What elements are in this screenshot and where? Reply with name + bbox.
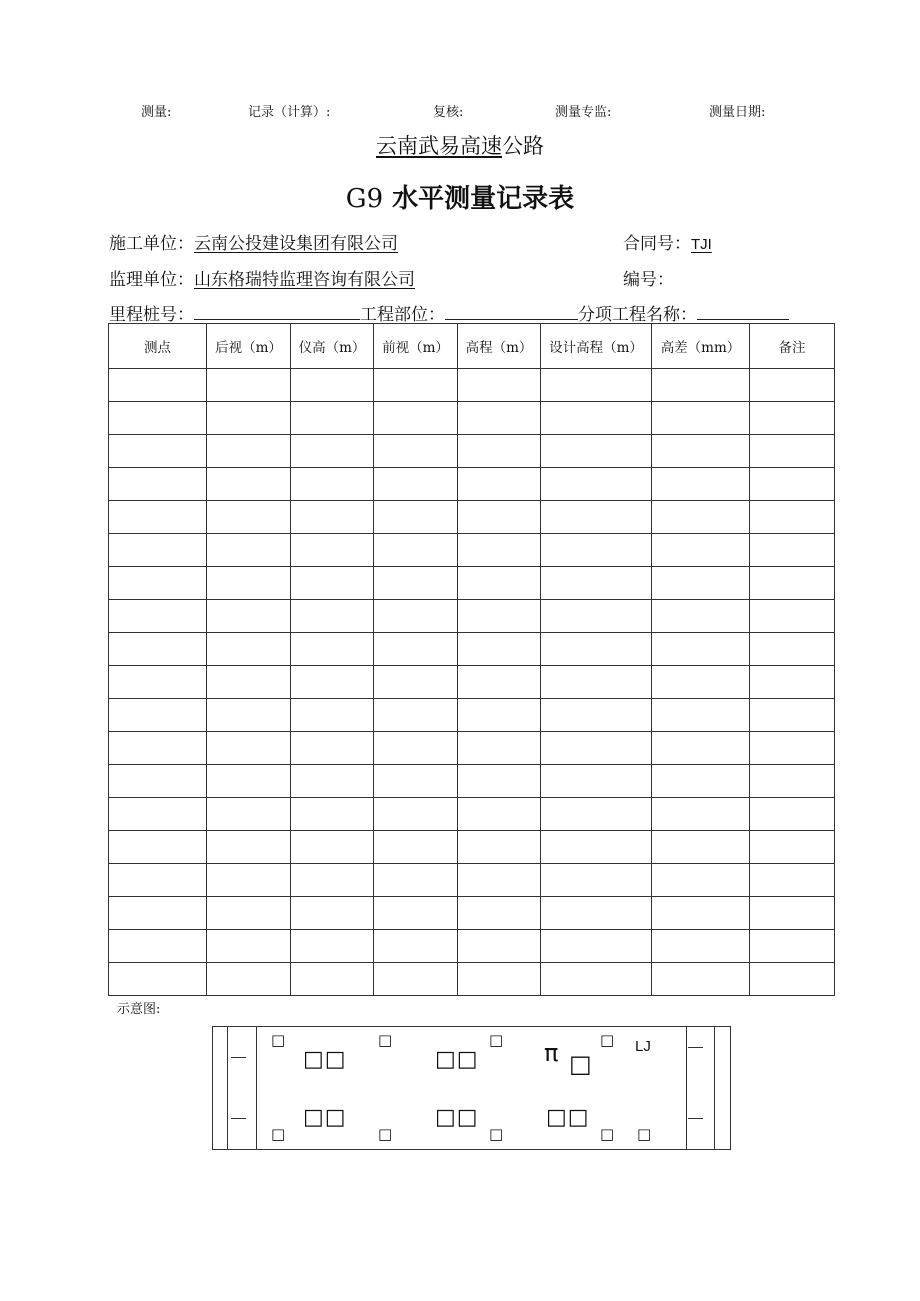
table-cell[interactable] (291, 633, 374, 666)
supervision-unit-value: 山东格瑞特监理咨询有限公司 (194, 270, 415, 290)
header-foresight: 前视（m） (374, 324, 458, 369)
diagram-right-top-dash (688, 1047, 703, 1048)
table-cell[interactable] (109, 897, 207, 930)
table-row (109, 633, 835, 666)
table-cell[interactable] (541, 534, 652, 567)
table-cell[interactable] (207, 501, 291, 534)
table-cell[interactable] (652, 732, 750, 765)
table-cell[interactable] (458, 501, 541, 534)
table-cell[interactable] (374, 963, 458, 996)
table-row (109, 963, 835, 996)
table-cell[interactable] (541, 666, 652, 699)
header-height-difference: 高差（mm） (652, 324, 750, 369)
table-cell[interactable] (109, 699, 207, 732)
table-cell[interactable] (374, 699, 458, 732)
table-cell[interactable] (207, 633, 291, 666)
table-row (109, 600, 835, 633)
table-cell[interactable] (541, 864, 652, 897)
table-cell[interactable] (541, 468, 652, 501)
table-cell[interactable] (750, 501, 835, 534)
diagram-right-bottom-dash (688, 1118, 703, 1119)
location-blank (445, 305, 578, 320)
small-square-icon: □ (378, 1031, 393, 1049)
table-cell[interactable] (291, 567, 374, 600)
table-row (109, 831, 835, 864)
table-cell[interactable] (652, 930, 750, 963)
table-cell[interactable] (652, 633, 750, 666)
table-cell[interactable] (750, 534, 835, 567)
table-cell[interactable] (458, 798, 541, 831)
table-cell[interactable] (291, 732, 374, 765)
table-cell[interactable] (458, 864, 541, 897)
table-cell[interactable] (374, 765, 458, 798)
table-cell[interactable] (541, 567, 652, 600)
header-instrument-height: 仪高（m） (291, 324, 374, 369)
table-cell[interactable] (652, 897, 750, 930)
project-subtitle (0, 130, 920, 160)
table-cell[interactable] (207, 930, 291, 963)
construction-unit-value: 云南公投建设集团有限公司 (194, 234, 398, 254)
table-row (109, 567, 835, 600)
table-cell[interactable] (109, 567, 207, 600)
table-cell[interactable] (291, 864, 374, 897)
table-cell[interactable] (207, 864, 291, 897)
header-design-elevation: 设计高程（m） (541, 324, 652, 369)
table-cell[interactable] (207, 666, 291, 699)
header-backsight: 后视（m） (207, 324, 291, 369)
table-cell[interactable] (207, 732, 291, 765)
construction-unit-label: 施工单位： (109, 234, 194, 254)
table-cell[interactable] (374, 435, 458, 468)
table-cell[interactable] (458, 468, 541, 501)
header-remarks: 备注 (750, 324, 835, 369)
table-cell[interactable] (652, 501, 750, 534)
contract-number-value: TJI (691, 236, 712, 253)
pi-symbol: π (544, 1039, 559, 1067)
table-cell[interactable] (109, 600, 207, 633)
table-cell[interactable] (652, 567, 750, 600)
table-cell[interactable] (541, 897, 652, 930)
small-square-icon: □ (271, 1125, 286, 1143)
table-cell[interactable] (291, 963, 374, 996)
table-cell[interactable] (458, 963, 541, 996)
table-cell[interactable] (291, 534, 374, 567)
table-cell[interactable] (750, 963, 835, 996)
double-square-icon: □□ (303, 1047, 347, 1072)
table-cell[interactable] (652, 798, 750, 831)
table-cell[interactable] (541, 435, 652, 468)
table-cell[interactable] (652, 666, 750, 699)
table-cell[interactable] (374, 600, 458, 633)
table-cell[interactable] (458, 831, 541, 864)
table-cell[interactable] (374, 732, 458, 765)
table-cell[interactable] (458, 435, 541, 468)
signature-recorder-label: 记录（计算）: (248, 105, 331, 120)
table-row (109, 534, 835, 567)
form-code: G9 (345, 184, 384, 214)
small-square-icon: □ (489, 1125, 504, 1143)
table-cell[interactable] (652, 864, 750, 897)
table-cell[interactable] (652, 369, 750, 402)
table-cell[interactable] (109, 864, 207, 897)
table-cell[interactable] (207, 534, 291, 567)
table-cell[interactable] (750, 402, 835, 435)
table-cell[interactable] (291, 369, 374, 402)
table-cell[interactable] (750, 666, 835, 699)
table-cell[interactable] (109, 765, 207, 798)
table-cell[interactable] (750, 567, 835, 600)
table-row (109, 435, 835, 468)
table-cell[interactable] (541, 600, 652, 633)
page-title (0, 178, 920, 215)
table-cell[interactable] (109, 501, 207, 534)
table-cell[interactable] (652, 831, 750, 864)
table-cell[interactable] (750, 699, 835, 732)
signature-surveyor-label: 测量: (141, 105, 172, 120)
diagram-left-top-dash (231, 1057, 246, 1058)
table-cell[interactable] (750, 831, 835, 864)
table-cell[interactable] (541, 369, 652, 402)
table-row (109, 666, 835, 699)
table-cell[interactable] (652, 699, 750, 732)
table-cell[interactable] (652, 468, 750, 501)
table-cell[interactable] (458, 402, 541, 435)
table-cell[interactable] (291, 765, 374, 798)
diagram-left-outer-line (227, 1027, 228, 1149)
small-square-icon: □ (489, 1031, 504, 1049)
small-square-icon: □ (637, 1125, 652, 1143)
table-cell[interactable] (750, 468, 835, 501)
table-cell[interactable] (109, 534, 207, 567)
table-cell[interactable] (541, 633, 652, 666)
table-cell[interactable] (109, 732, 207, 765)
table-cell[interactable] (541, 798, 652, 831)
subitem-label: 分项工程名称： (578, 305, 697, 325)
small-square-icon: □ (378, 1125, 393, 1143)
table-cell[interactable] (458, 765, 541, 798)
table-cell[interactable] (652, 435, 750, 468)
table-cell[interactable] (207, 369, 291, 402)
station-row (109, 300, 789, 325)
table-cell[interactable] (750, 897, 835, 930)
table-row (109, 864, 835, 897)
double-square-icon: □□ (435, 1105, 479, 1130)
table-cell[interactable] (458, 732, 541, 765)
table-cell[interactable] (207, 897, 291, 930)
table-row (109, 402, 835, 435)
table-row (109, 765, 835, 798)
header-station-point: 测点 (109, 324, 207, 369)
signature-date-label: 测量日期: (709, 105, 766, 120)
table-cell[interactable] (291, 468, 374, 501)
table-cell[interactable] (374, 930, 458, 963)
table-cell[interactable] (207, 831, 291, 864)
table-cell[interactable] (374, 897, 458, 930)
table-cell[interactable] (750, 600, 835, 633)
table-cell[interactable] (458, 534, 541, 567)
small-square-icon: □ (600, 1125, 615, 1143)
table-cell[interactable] (541, 732, 652, 765)
diagram-left-inner-line (256, 1027, 257, 1149)
table-cell[interactable] (291, 798, 374, 831)
table-cell[interactable] (291, 600, 374, 633)
table-cell[interactable] (750, 732, 835, 765)
table-cell[interactable] (109, 435, 207, 468)
table-cell[interactable] (374, 798, 458, 831)
table-cell[interactable] (207, 765, 291, 798)
diagram-left-bottom-dash (231, 1118, 246, 1119)
table-cell[interactable] (207, 963, 291, 996)
table-cell[interactable] (652, 402, 750, 435)
table-cell[interactable] (374, 831, 458, 864)
table-cell[interactable] (207, 402, 291, 435)
station-blank (194, 305, 360, 320)
serial-number-label: 编号： (623, 270, 674, 290)
table-cell[interactable] (291, 699, 374, 732)
table-cell[interactable] (291, 501, 374, 534)
table-cell[interactable] (458, 930, 541, 963)
table-cell[interactable] (374, 501, 458, 534)
table-cell[interactable] (207, 567, 291, 600)
table-cell[interactable] (109, 798, 207, 831)
table-cell[interactable] (109, 633, 207, 666)
signature-reviewer-label: 复核: (433, 105, 464, 120)
table-cell[interactable] (458, 600, 541, 633)
table-cell[interactable] (374, 402, 458, 435)
table-cell[interactable] (291, 930, 374, 963)
table-cell[interactable] (458, 666, 541, 699)
table-cell[interactable] (652, 765, 750, 798)
table-cell[interactable] (109, 402, 207, 435)
table-cell[interactable] (291, 666, 374, 699)
table-cell[interactable] (541, 831, 652, 864)
table-cell[interactable] (541, 402, 652, 435)
table-row (109, 897, 835, 930)
table-cell[interactable] (207, 435, 291, 468)
table-cell[interactable] (291, 831, 374, 864)
table-row (109, 798, 835, 831)
construction-unit-row (109, 229, 398, 254)
table-cell[interactable] (374, 567, 458, 600)
station-label: 里程桩号： (109, 305, 194, 325)
table-cell[interactable] (541, 930, 652, 963)
table-cell[interactable] (374, 633, 458, 666)
table-cell[interactable] (109, 831, 207, 864)
table-cell[interactable] (458, 897, 541, 930)
table-cell[interactable] (750, 435, 835, 468)
supervision-unit-row (109, 265, 415, 290)
project-suffix: 公路 (502, 134, 544, 158)
table-cell[interactable] (374, 468, 458, 501)
table-cell[interactable] (750, 864, 835, 897)
header-elevation: 高程（m） (458, 324, 541, 369)
table-cell[interactable] (109, 930, 207, 963)
table-row (109, 930, 835, 963)
table-row (109, 501, 835, 534)
table-cell[interactable] (374, 666, 458, 699)
table-cell[interactable] (652, 963, 750, 996)
table-header-row (109, 324, 835, 369)
table-cell[interactable] (207, 798, 291, 831)
subitem-blank (697, 305, 789, 320)
survey-record-table (108, 323, 835, 996)
table-cell[interactable] (207, 600, 291, 633)
table-cell[interactable] (109, 963, 207, 996)
double-square-icon: □□ (546, 1105, 590, 1130)
supervision-unit-label: 监理单位： (109, 270, 194, 290)
table-cell[interactable] (750, 765, 835, 798)
table-cell[interactable] (291, 897, 374, 930)
table-cell[interactable] (541, 699, 652, 732)
table-cell[interactable] (458, 369, 541, 402)
table-cell[interactable] (750, 930, 835, 963)
table-cell[interactable] (652, 534, 750, 567)
table-cell[interactable] (750, 369, 835, 402)
contract-number-row (623, 229, 712, 254)
table-cell[interactable] (291, 435, 374, 468)
diagram-right-inner-line (686, 1027, 687, 1149)
table-cell[interactable] (374, 369, 458, 402)
table-cell[interactable] (541, 963, 652, 996)
diagram-right-outer-line (714, 1027, 715, 1149)
double-square-icon: □□ (435, 1047, 479, 1072)
table-cell[interactable] (291, 402, 374, 435)
schematic-diagram (212, 1026, 731, 1150)
table-cell[interactable] (652, 600, 750, 633)
table-cell[interactable] (374, 864, 458, 897)
table-row (109, 369, 835, 402)
table-cell[interactable] (458, 699, 541, 732)
lj-label: LJ (635, 1038, 651, 1055)
table-cell[interactable] (109, 468, 207, 501)
table-cell[interactable] (750, 633, 835, 666)
contract-number-label: 合同号： (623, 234, 691, 254)
table-cell[interactable] (458, 633, 541, 666)
table-cell[interactable] (541, 765, 652, 798)
table-cell[interactable] (207, 468, 291, 501)
double-square-icon: □□ (303, 1105, 347, 1130)
table-cell[interactable] (109, 369, 207, 402)
table-row (109, 699, 835, 732)
table-row (109, 732, 835, 765)
table-cell[interactable] (541, 501, 652, 534)
table-body (109, 369, 835, 996)
project-name: 云南武易高速 (376, 134, 502, 158)
table-cell[interactable] (207, 699, 291, 732)
small-square-icon: □ (271, 1031, 286, 1049)
table-cell[interactable] (109, 666, 207, 699)
small-square-icon: □ (600, 1031, 615, 1049)
diagram-label: 示意图: (117, 1002, 161, 1017)
signature-supervisor-label: 测量专监: (555, 105, 612, 120)
large-square-icon: □ (569, 1050, 593, 1078)
table-cell[interactable] (458, 567, 541, 600)
form-title: 水平测量记录表 (392, 184, 575, 214)
location-label: 工程部位： (360, 305, 445, 325)
table-cell[interactable] (750, 798, 835, 831)
table-row (109, 468, 835, 501)
table-cell[interactable] (374, 534, 458, 567)
